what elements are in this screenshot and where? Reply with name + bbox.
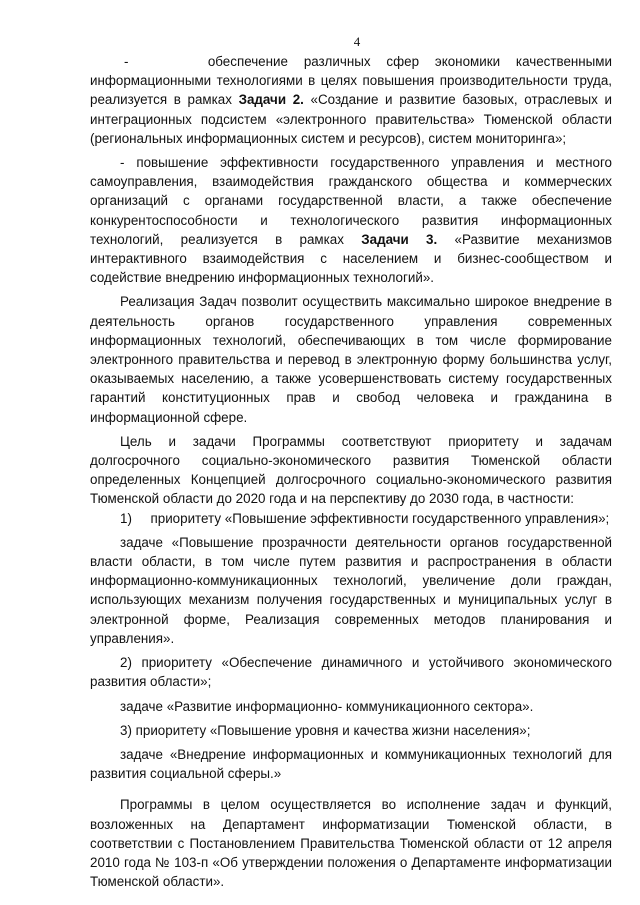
priority-2: 2) приоритету «Обеспечение динамичного и устойчивого экономического развития области»;	[90, 655, 612, 690]
paragraph-task-3	[90, 153, 612, 287]
paragraph-goals: Цель и задачи Программы соответствуют приоритету и задачам долгосрочного социально-экономического развития Тюменской области определенных Концепцией долгосрочного социально-экономического развития Тюменской области до 2020 года и на перспективу до 2030 года, в частности:	[90, 433, 612, 507]
task-3-label: Задачи 3.	[361, 231, 438, 247]
priority-3: 3) приоритету «Повышение уровня и качества жизни населения»;	[120, 722, 531, 738]
paragraph-implementation: Реализация Задач позволит осуществить максимально широкое внедрение в деятельность органов государственного управления современных информационных технологий, обеспечивающих в том числе формирование электронного правительства и перевод в электронную форму большинства услуг, оказываемых населению, а также усовершенствовать систему государственных гарантий конституционных прав и свобод человека и гражданина в информационной сфере.	[90, 294, 612, 425]
task-ict-sector: задаче «Развитие информационно- коммуникационного сектора».	[120, 698, 534, 714]
paragraph-program-basis: Программы в целом осуществляется во исполнение задач и функций, возложенных на Департамент информатизации Тюменской области, в соответствии с Постановлением Правительства Тюменской области от 12 апреля 2010 года № 103-п «Об утверждении положения о Департаменте информатизации Тюменской области».	[90, 797, 612, 890]
paragraph-task-2	[90, 52, 612, 148]
paragraph-task-2-text-a: - обеспечение различных сфер экономики качественными информационными технологиями в целях повышения производительности труда, реализуется в рамках	[90, 54, 612, 108]
task-transparency: задаче «Повышение прозрачности деятельности органов государственной власти области, в том числе путем развития и распространения в области информационно-коммуникационных технологий, увеличение доли граждан, использующих механизм получения государственных и муниципальных услуг в электронной форме, Реализация современных методов планирования и управления».	[90, 534, 612, 646]
task-social-sphere: задаче «Внедрение информационных и коммуникационных технологий для развития социальной сферы.»	[90, 746, 612, 782]
priority-1: 1) приоритету «Повышение эффективности государственного управления»;	[120, 510, 610, 526]
page-number: 4	[353, 34, 361, 49]
task-2-label: Задачи 2.	[238, 92, 304, 108]
paragraph-task-2-text-b: «Создание и развитие базовых, отраслевых и интеграционных подсистем «электронного правительства» Тюменской области (региональных информационных систем и ресурсов), систем мониторинга»;	[90, 92, 613, 146]
paragraph-task-3-text-b: «Развитие механизмов интерактивного взаимодействия с населением и бизнес-сообществом и содействие внедрению информационных технологий».	[90, 231, 612, 286]
paragraph-task-3-text-a: - повышение эффективности государственного управления и местного самоуправления, взаимодействия гражданского общества и коммерческих организаций с органами государственной власти, а также обеспечение конкурентоспособности и технологического развития информационных технологий, реализуется в рамках	[90, 155, 612, 247]
